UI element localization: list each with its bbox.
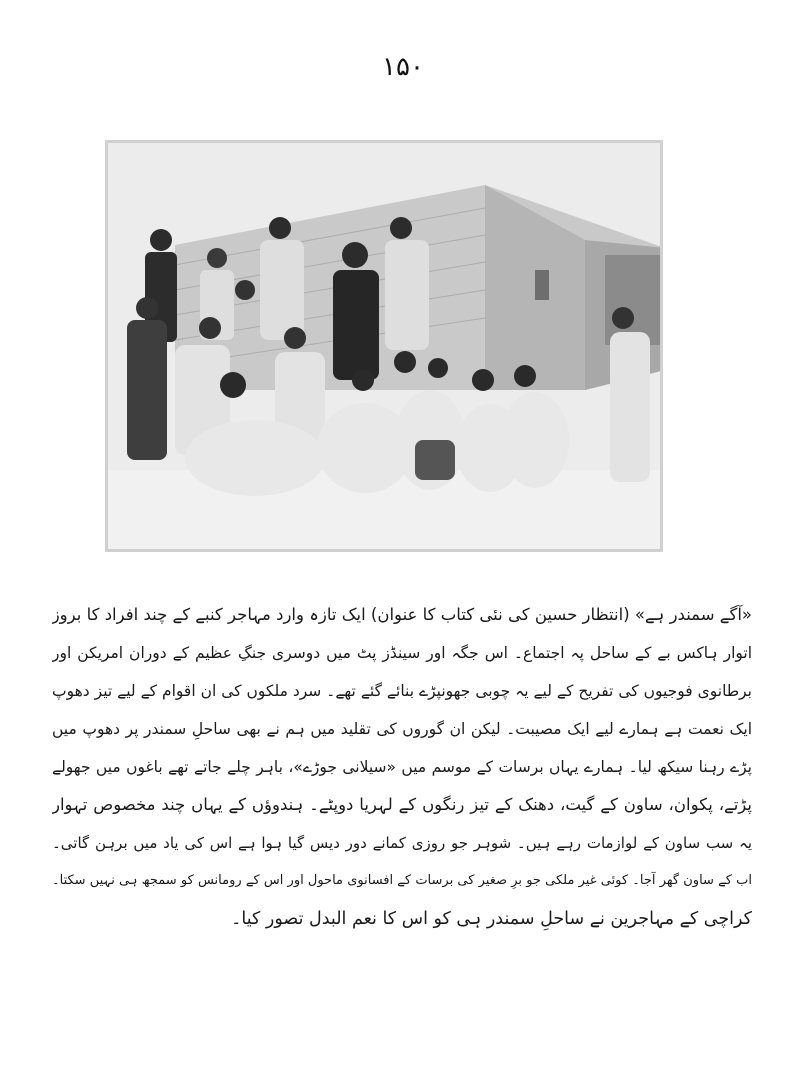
page-number: ۱۵۰: [382, 52, 424, 82]
caption-line-5: پڑے رہنا سیکھ لیا۔ ہمارے یہاں برسات کے موسم میں «سیلانی جوڑے»، باہر چلے جاتے تھے باغوں میں جھولے: [52, 758, 752, 776]
caption-line-2: اتوار ہاکس بے کے ساحل پہ اجتماع۔ اس جگہ اور سینڈز پٹ میں دوسری جنگِ عظیم کے دوران امریکن اور: [52, 644, 752, 662]
caption-line-3: برطانوی فوجیوں کی تفریح کے لیے یہ چوبی جھونپڑے بنائے گئے تھے۔ سرد ملکوں کی ان اقوام کے لیے تیز دھوپ: [52, 682, 752, 700]
caption-line-7: یہ سب ساون کے لوازمات رہے ہیں۔ شوہر جو روزی کمانے دور دیس گیا ہوا ہے اس کی یاد میں برہن گاتی۔: [52, 834, 752, 852]
caption-line-8: اب کے ساون گھر آجا۔ کوئی غیر ملکی جو برِ صغیر کی برسات کے افسانوی ماحول اور اس کے رومانس کو سمجھ ہی نہیں سکتا۔: [52, 873, 752, 888]
beach-group-photo: [105, 140, 663, 552]
caption-line-9: کراچی کے مہاجرین نے ساحلِ سمندر ہی کو اس کا نعم البدل تصور کیا۔: [231, 909, 752, 929]
caption-line-4: ایک نعمت ہے ہمارے لیے ایک مصیبت۔ لیکن ان گوروں کی تقلید میں ہم نے بھی ساحلِ سمندر پر دھوپ میں: [52, 720, 752, 738]
caption-line-6: پڑتے، پکوان، ساون کے گیت، دھنک کے تیز رنگوں کے لہریا دوپٹے۔ ہندوؤں کے یہاں چند مخصوص تہوار: [52, 795, 752, 814]
caption-line-1: «آگے سمندر ہے» (انتظار حسین کی نئی کتاب کا عنوان) ایک تازہ وارد مہاجر کنبے کے چند افراد کا بروز: [52, 605, 752, 624]
photo-caption: [52, 596, 752, 938]
